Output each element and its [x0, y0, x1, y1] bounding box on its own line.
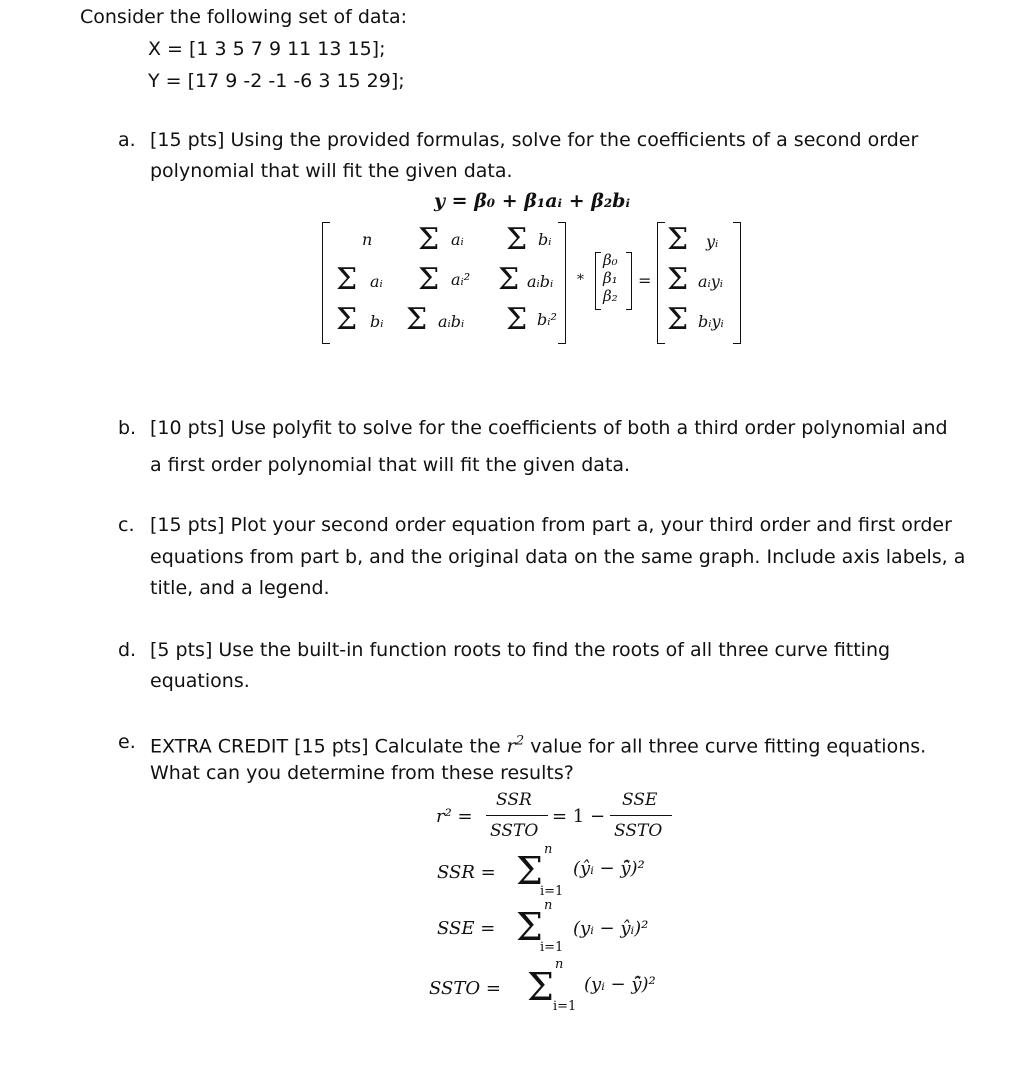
beta-0: β₀ — [603, 251, 618, 269]
ssto-body: (yᵢ − ȳ̂)² — [584, 974, 656, 995]
sum-upper: n — [544, 842, 553, 857]
matrix-cell: bᵢ — [370, 312, 384, 331]
times-sign: * — [577, 272, 584, 288]
item-e-line2: What can you determine from these results? — [150, 762, 574, 784]
sigma-icon: Σ — [418, 222, 440, 257]
rhs-right-bracket — [733, 222, 741, 344]
sum-upper: n — [555, 957, 564, 972]
sigma-icon: Σ — [498, 262, 520, 297]
ssto-denominator: SSTO — [614, 821, 663, 841]
summation-icon: Σ — [516, 905, 543, 949]
item-b-line1: [10 pts] Use polyfit to solve for the coefficients of both a third order polynomial and — [150, 417, 948, 439]
summation-icon: Σ — [527, 965, 554, 1009]
item-c-line1: [15 pts] Plot your second order equation from part a, your third order and first order — [150, 514, 952, 536]
item-a-letter: a. — [118, 129, 136, 151]
item-a-line1: [15 pts] Using the provided formulas, solve for the coefficients of a second order — [150, 129, 919, 151]
item-d-line1: [5 pts] Use the built-in function roots to find the roots of all three curve fitting — [150, 639, 891, 661]
matrix-cell: aᵢ — [451, 230, 464, 249]
x-data-line: X = [1 3 5 7 9 11 13 15]; — [148, 38, 386, 60]
item-c-line2: equations from part b, and the original data on the same graph. Include axis labels, a — [150, 546, 966, 568]
matrix-cell-n: n — [362, 230, 373, 249]
y-data-line: Y = [17 9 -2 -1 -6 3 15 29]; — [148, 70, 405, 92]
equals-sign: = — [638, 271, 652, 290]
item-e-letter: e. — [118, 731, 136, 753]
sum-lower: i=1 — [540, 884, 564, 899]
item-b-letter: b. — [118, 417, 137, 439]
ssto-denominator: SSTO — [490, 821, 539, 841]
item-e-line1 — [150, 730, 926, 758]
matrix-cell: bᵢ² — [537, 310, 557, 329]
matrix-cell: aᵢbᵢ — [527, 272, 554, 291]
rhs-left-bracket — [657, 222, 665, 344]
sigma-icon: Σ — [418, 262, 440, 297]
matrix-cell: bᵢ — [538, 230, 552, 249]
matrix-cell: aᵢ — [370, 272, 383, 291]
rhs-cell: aᵢyᵢ — [698, 272, 724, 291]
item-d-line2: equations. — [150, 670, 250, 692]
model-equation: y = β₀ + β₁aᵢ + β₂bᵢ — [434, 190, 630, 212]
fraction-bar — [610, 815, 672, 816]
item-c-line3: title, and a legend. — [150, 577, 330, 599]
equals-one-minus: = 1 − — [552, 806, 606, 827]
sigma-icon: Σ — [336, 302, 358, 337]
item-c-letter: c. — [118, 514, 135, 536]
rhs-cell: yᵢ — [706, 232, 719, 251]
beta-1: β₁ — [603, 269, 618, 287]
intro-text: Consider the following set of data: — [80, 6, 408, 28]
sse-lhs: SSE = — [437, 918, 496, 939]
matrix-right-bracket — [558, 222, 566, 344]
item-b-line2: a first order polynomial that will fit the given data. — [150, 454, 631, 476]
sigma-icon: Σ — [336, 262, 358, 297]
summation-icon: Σ — [516, 849, 543, 893]
sigma-icon: Σ — [406, 302, 428, 337]
sse-numerator: SSE — [622, 790, 658, 810]
matrix-cell: aᵢ² — [451, 270, 471, 289]
ssr-numerator: SSR — [496, 790, 532, 810]
sum-upper: n — [544, 898, 553, 913]
item-e-r2-symbol: $r^2$ — [506, 734, 525, 758]
beta-right-bracket — [626, 252, 632, 310]
beta-left-bracket — [595, 252, 601, 310]
sum-lower: i=1 — [553, 999, 577, 1014]
item-a-line2: polynomial that will fit the given data. — [150, 160, 513, 182]
ssr-body: (ŷᵢ − ȳ̂)² — [573, 858, 645, 879]
ssr-lhs: SSR = — [437, 862, 496, 883]
item-d-letter: d. — [118, 639, 137, 661]
sigma-icon: Σ — [667, 222, 689, 257]
sigma-icon: Σ — [506, 302, 528, 337]
item-e-line1-pre: EXTRA CREDIT [15 pts] Calculate the — [150, 735, 507, 758]
sse-body: (yᵢ − ŷᵢ)² — [573, 918, 649, 939]
matrix-left-bracket — [322, 222, 330, 344]
matrix-cell: aᵢbᵢ — [438, 312, 465, 331]
beta-2: β₂ — [603, 287, 618, 305]
fraction-bar — [486, 815, 548, 816]
sigma-icon: Σ — [667, 262, 689, 297]
sigma-icon: Σ — [667, 302, 689, 337]
ssto-lhs: SSTO = — [429, 978, 501, 999]
sigma-icon: Σ — [506, 222, 528, 257]
rhs-cell: bᵢyᵢ — [698, 312, 724, 331]
sum-lower: i=1 — [540, 940, 564, 955]
item-e-line1-post: value for all three curve fitting equations. — [524, 735, 927, 758]
r2-lhs: r² = — [436, 806, 473, 827]
